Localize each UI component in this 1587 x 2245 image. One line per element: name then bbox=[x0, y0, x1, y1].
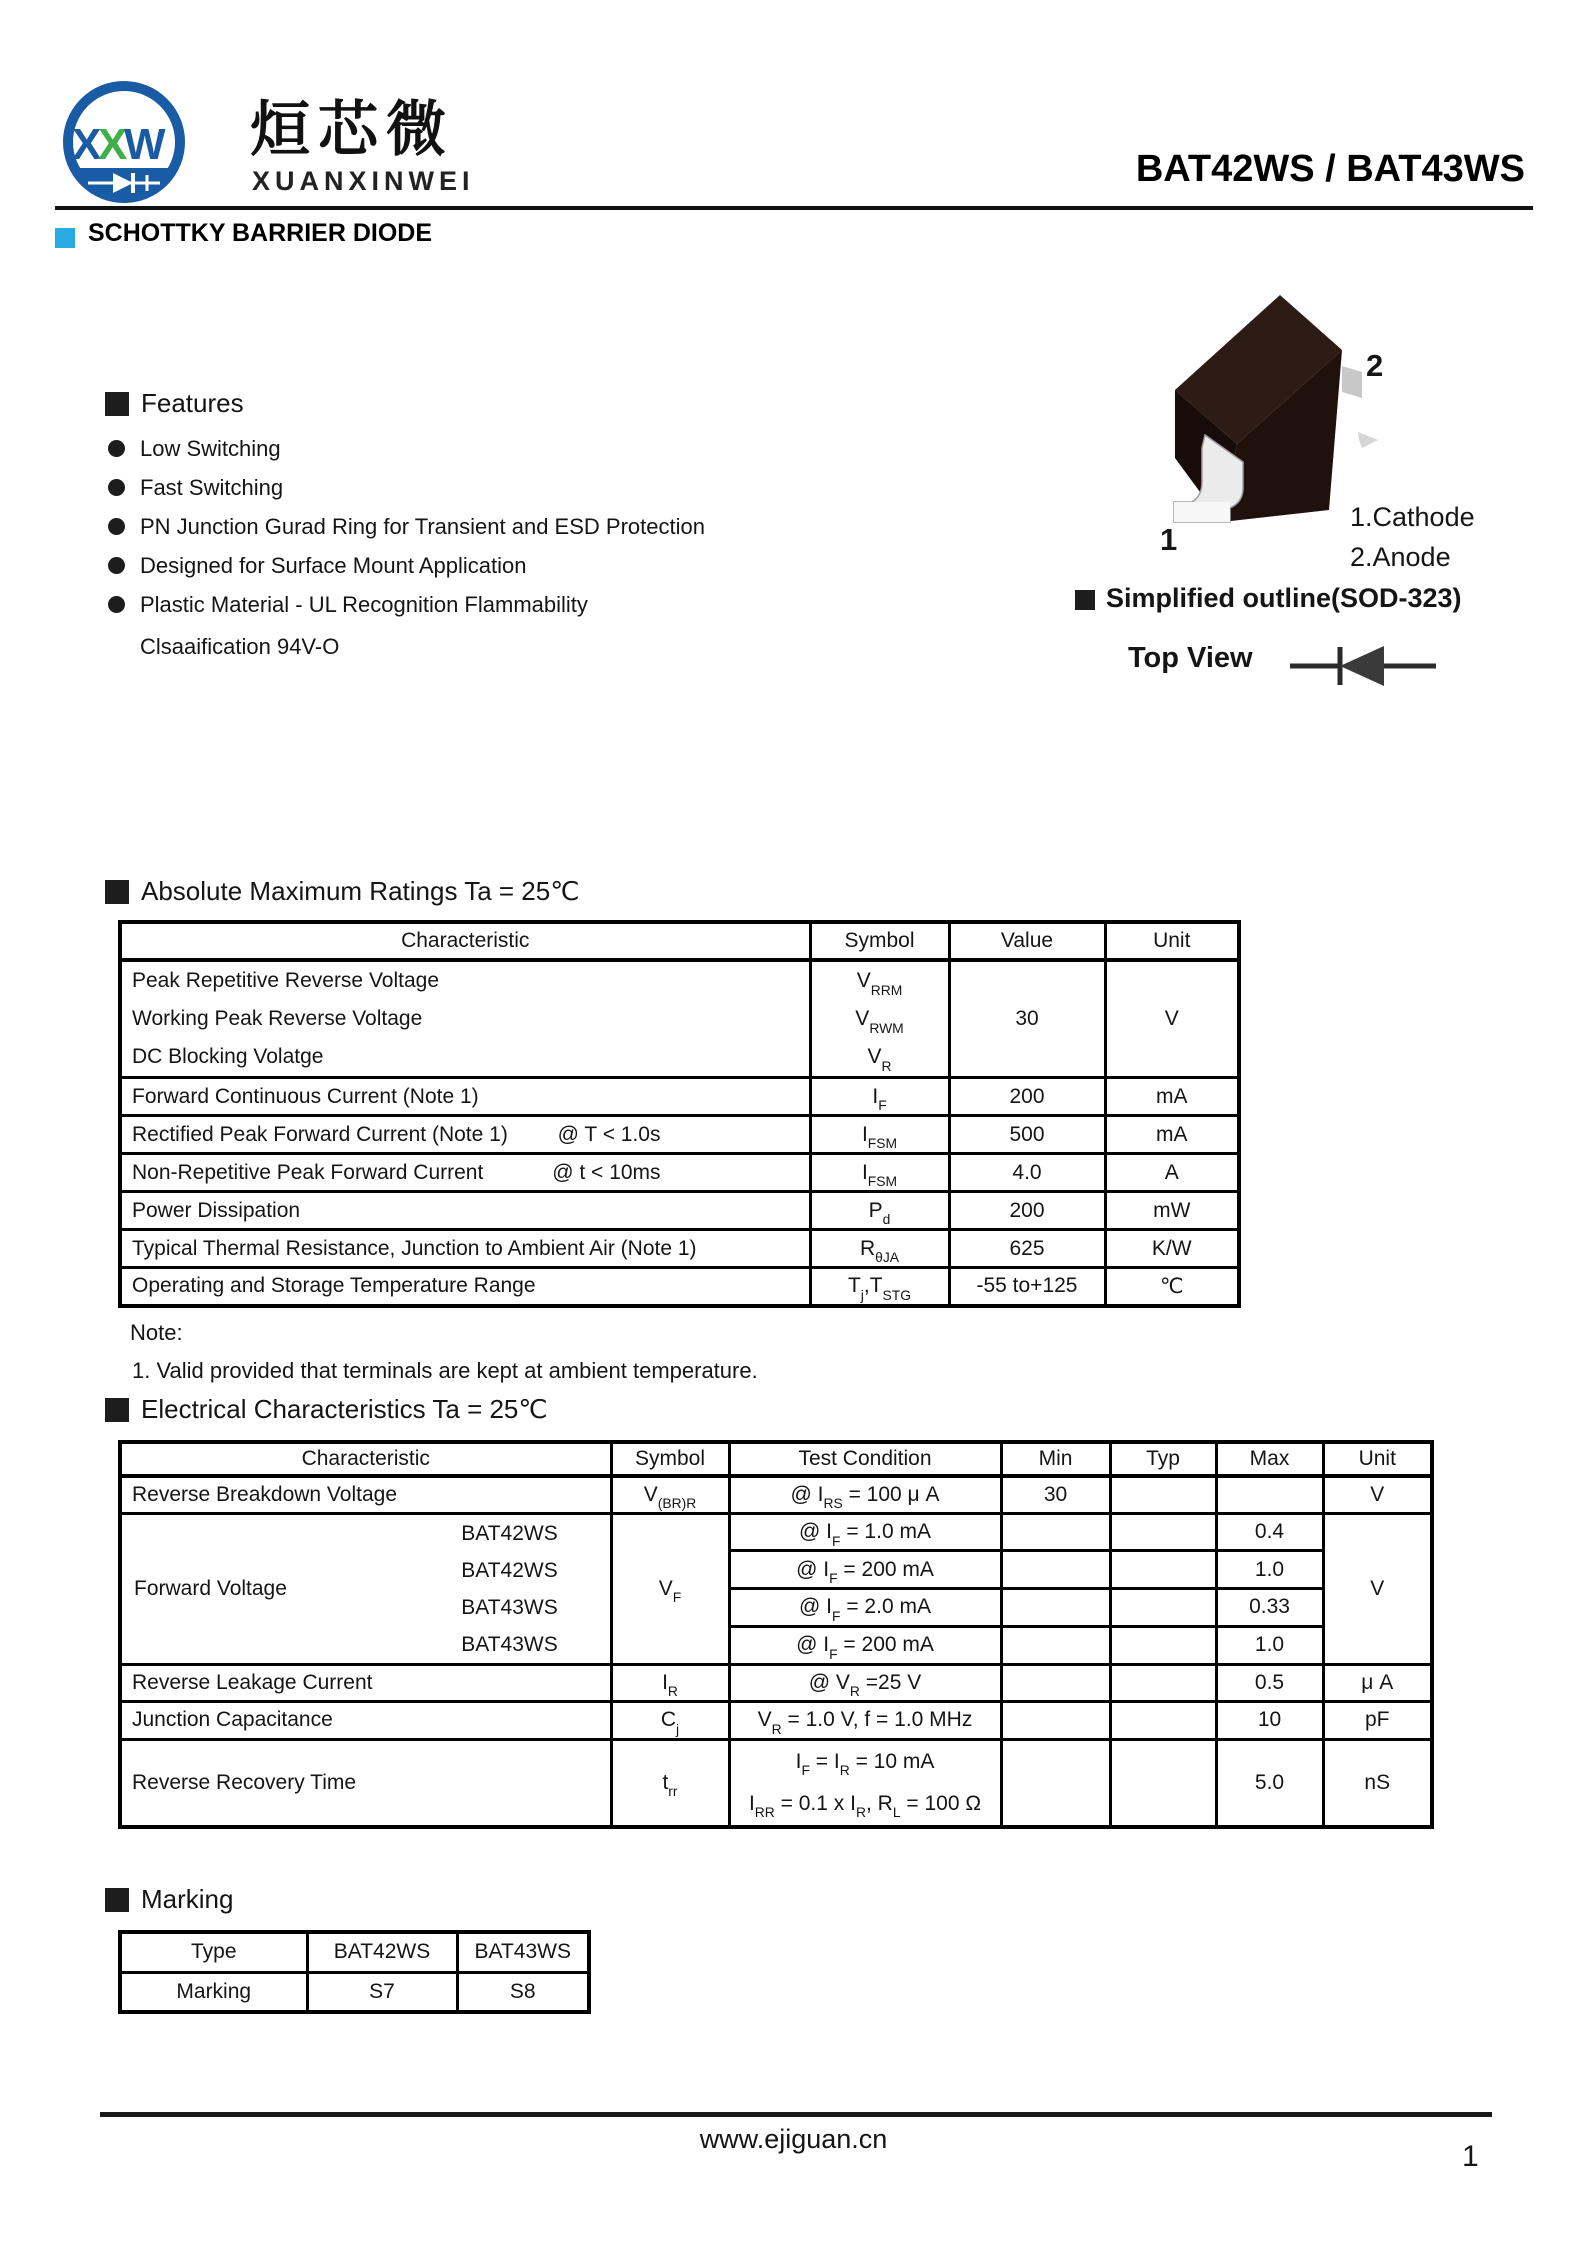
feature-item: PN Junction Gurad Ring for Transient and ESD Protection bbox=[140, 514, 705, 539]
max-cell: 10 bbox=[1216, 1701, 1323, 1739]
table-row bbox=[120, 1972, 589, 2012]
symbol-cell: $I_F$ bbox=[810, 1078, 949, 1116]
unit-cell: pF bbox=[1323, 1701, 1432, 1739]
amr-header-cell: Symbol bbox=[810, 922, 949, 960]
variant-label: BAT42WS bbox=[461, 1558, 558, 1582]
symbol-cell: $V_{(BR)R}$ bbox=[611, 1476, 729, 1513]
note-text: 1. Valid provided that terminals are kept at ambient temperature. bbox=[132, 1358, 758, 1383]
ec-header-cell: Max bbox=[1216, 1442, 1323, 1476]
condition-cell: @ $I_F = 200$ mA bbox=[729, 1551, 1001, 1589]
unit-cell: K/W bbox=[1105, 1230, 1239, 1268]
min-cell bbox=[1001, 1739, 1110, 1827]
company-name-latin: XUANXINWEI bbox=[252, 166, 475, 196]
variant-label: BAT43WS bbox=[461, 1595, 558, 1619]
ec-header-row bbox=[120, 1442, 1432, 1476]
section-marker-icon bbox=[105, 392, 129, 416]
unit-cell: V bbox=[1323, 1476, 1432, 1513]
condition-line: $I_F = I_R = 10$ mA bbox=[795, 1749, 935, 1779]
marking-code: S7 bbox=[307, 1972, 457, 2012]
amr-header-cell: Value bbox=[949, 922, 1105, 960]
variant-label: BAT43WS bbox=[461, 1632, 558, 1656]
symbol-cell: $V_F$ bbox=[611, 1513, 729, 1664]
table-row bbox=[120, 1116, 1239, 1154]
table-row bbox=[120, 1192, 1239, 1230]
characteristic-cell: Junction Capacitance bbox=[120, 1701, 611, 1739]
marking-table bbox=[118, 1930, 591, 2014]
table-row bbox=[120, 1154, 1239, 1192]
page-number: 1 bbox=[1462, 2140, 1479, 2173]
condition-line: $I_{RR} = 0.1$ x $I_R$, $R_L = 100$ Ω bbox=[748, 1791, 982, 1821]
unit-cell: A bbox=[1105, 1154, 1239, 1192]
marking-code: S8 bbox=[457, 1972, 589, 2012]
ec-title: Electrical Characteristics Ta = 25℃ bbox=[141, 1394, 548, 1424]
typ-cell bbox=[1110, 1664, 1216, 1701]
table-row bbox=[120, 1230, 1239, 1268]
bullet-icon bbox=[108, 440, 125, 457]
amr-title: Absolute Maximum Ratings Ta = 25℃ bbox=[141, 876, 580, 906]
unit-cell: ℃ bbox=[1105, 1268, 1239, 1306]
max-cell: 1.0 bbox=[1216, 1551, 1323, 1589]
symbol: $V_{RRM}$ bbox=[856, 969, 903, 998]
marking-title: Marking bbox=[141, 1884, 234, 1914]
typ-cell bbox=[1110, 1476, 1216, 1513]
amr-header-cell: Unit bbox=[1105, 922, 1239, 960]
top-view-label: Top View bbox=[1128, 642, 1253, 674]
table-row bbox=[120, 1268, 1239, 1306]
part-number-title: BAT42WS / BAT43WS bbox=[1135, 148, 1525, 190]
characteristic-cell: Forward Continuous Current (Note 1) bbox=[120, 1078, 810, 1116]
table-row bbox=[120, 1078, 1239, 1116]
logo-letter: X bbox=[72, 120, 102, 169]
symbol-cell: $I_{FSM}$ bbox=[810, 1154, 949, 1192]
diode-symbol-icon bbox=[1288, 644, 1438, 688]
ec-header-cell: Unit bbox=[1323, 1442, 1432, 1476]
value-cell: 500 bbox=[949, 1116, 1105, 1154]
amr-header-row bbox=[120, 922, 1239, 960]
min-cell bbox=[1001, 1626, 1110, 1664]
symbol-cell: $R_{\theta JA}$ bbox=[810, 1230, 949, 1268]
typ-cell bbox=[1110, 1589, 1216, 1627]
marking-row-header: Marking bbox=[120, 1972, 307, 2012]
min-cell bbox=[1001, 1589, 1110, 1627]
page-subtitle: SCHOTTKY BARRIER DIODE bbox=[88, 219, 433, 247]
characteristic-cell bbox=[120, 960, 810, 1078]
marking-part: BAT43WS bbox=[457, 1932, 589, 1972]
table-row bbox=[120, 1513, 1432, 1551]
typ-cell bbox=[1110, 1739, 1216, 1827]
symbol-cell: $I_R$ bbox=[611, 1664, 729, 1701]
condition: @ T < 1.0s bbox=[557, 1122, 661, 1146]
feature-item-continuation: Clsaaification 94V-O bbox=[140, 634, 340, 659]
unit-cell: mA bbox=[1105, 1078, 1239, 1116]
note-label: Note: bbox=[130, 1320, 183, 1345]
bullet-icon bbox=[108, 518, 125, 535]
symbol-cell: $P_d$ bbox=[810, 1192, 949, 1230]
typ-cell bbox=[1110, 1701, 1216, 1739]
section-marker-icon bbox=[105, 1398, 129, 1422]
typ-cell bbox=[1110, 1626, 1216, 1664]
subtitle-marker-icon bbox=[55, 228, 75, 248]
feature-item: Low Switching bbox=[140, 436, 281, 461]
condition: @ t < 10ms bbox=[552, 1160, 661, 1184]
features-title: Features bbox=[141, 388, 244, 418]
symbol-cell: $t_{rr}$ bbox=[611, 1739, 729, 1827]
ec-header-cell: Characteristic bbox=[120, 1442, 611, 1476]
characteristic-line: Working Peak Reverse Voltage bbox=[132, 1007, 423, 1030]
min-cell bbox=[1001, 1551, 1110, 1589]
ec-header-cell: Symbol bbox=[611, 1442, 729, 1476]
logo-letter: X bbox=[98, 120, 128, 169]
table-row bbox=[120, 1739, 1432, 1827]
typ-cell bbox=[1110, 1551, 1216, 1589]
min-cell: 30 bbox=[1001, 1476, 1110, 1513]
max-cell: 0.33 bbox=[1216, 1589, 1323, 1627]
min-cell bbox=[1001, 1701, 1110, 1739]
pin2-legend: 2.Anode bbox=[1350, 542, 1451, 572]
unit-cell: mA bbox=[1105, 1116, 1239, 1154]
pin1-label: 1 bbox=[1160, 522, 1178, 557]
condition-cell: @ $I_F = 200$ mA bbox=[729, 1626, 1001, 1664]
unit-cell: V bbox=[1105, 960, 1239, 1078]
value-cell: 4.0 bbox=[949, 1154, 1105, 1192]
unit-cell: μ A bbox=[1323, 1664, 1432, 1701]
characteristic-cell: Operating and Storage Temperature Range bbox=[120, 1268, 810, 1306]
unit-cell: V bbox=[1323, 1513, 1432, 1664]
feature-item: Plastic Material - UL Recognition Flammability bbox=[140, 592, 588, 617]
amr-table bbox=[118, 920, 1241, 1308]
unit-cell: nS bbox=[1323, 1739, 1432, 1827]
condition-cell: @ $V_R =25$ V bbox=[729, 1664, 1001, 1701]
bullet-icon bbox=[108, 557, 125, 574]
condition-cell: @ $I_F = 2.0$ mA bbox=[729, 1589, 1001, 1627]
marking-type-header: Type bbox=[120, 1932, 307, 1972]
amr-header-cell: Characteristic bbox=[120, 922, 810, 960]
symbol: $V_{RWM}$ bbox=[855, 1007, 904, 1036]
section-marker-icon bbox=[105, 1888, 129, 1912]
section-marker-icon bbox=[105, 880, 129, 904]
logo-letter: W bbox=[124, 120, 166, 169]
unit-cell: mW bbox=[1105, 1192, 1239, 1230]
characteristic-line: DC Blocking Volatge bbox=[132, 1045, 324, 1068]
table-row bbox=[120, 1701, 1432, 1739]
max-cell: 0.4 bbox=[1216, 1513, 1323, 1551]
company-name-chinese: 烜芯微 bbox=[250, 96, 454, 163]
characteristic-cell bbox=[120, 1513, 611, 1664]
characteristic-cell: Power Dissipation bbox=[120, 1192, 810, 1230]
characteristic-cell bbox=[120, 1154, 810, 1192]
value-cell: 200 bbox=[949, 1078, 1105, 1116]
value-cell: -55 to+125 bbox=[949, 1268, 1105, 1306]
feature-item: Fast Switching bbox=[140, 475, 284, 500]
symbol-cell: $C_j$ bbox=[611, 1701, 729, 1739]
ec-header-cell: Typ bbox=[1110, 1442, 1216, 1476]
characteristic: Forward Voltage bbox=[134, 1576, 287, 1600]
max-cell bbox=[1216, 1476, 1323, 1513]
header-rule bbox=[55, 206, 1533, 210]
ec-header-cell: Min bbox=[1001, 1442, 1110, 1476]
company-logo-icon bbox=[58, 76, 190, 208]
min-cell bbox=[1001, 1664, 1110, 1701]
characteristic-cell: Reverse Leakage Current bbox=[120, 1664, 611, 1701]
max-cell: 1.0 bbox=[1216, 1626, 1323, 1664]
symbol-cell bbox=[810, 960, 949, 1078]
bullet-icon bbox=[108, 596, 125, 613]
ec-table bbox=[118, 1440, 1434, 1829]
table-row bbox=[120, 1476, 1432, 1513]
table-row bbox=[120, 960, 1239, 1078]
section-marker-icon bbox=[1075, 590, 1095, 610]
symbol-cell: $T_j,T_{STG}$ bbox=[810, 1268, 949, 1306]
ec-header-cell: Test Condition bbox=[729, 1442, 1001, 1476]
value-cell: 200 bbox=[949, 1192, 1105, 1230]
table-row bbox=[120, 1664, 1432, 1701]
footer-rule bbox=[100, 2112, 1492, 2117]
variant-label: BAT42WS bbox=[461, 1521, 558, 1545]
characteristic-cell bbox=[120, 1116, 810, 1154]
condition-cell: @ $I_{RS} = 100$ μ A bbox=[729, 1476, 1001, 1513]
table-row bbox=[120, 1932, 589, 1972]
characteristic-cell: Reverse Recovery Time bbox=[120, 1739, 611, 1827]
feature-item: Designed for Surface Mount Application bbox=[140, 553, 527, 578]
max-cell: 0.5 bbox=[1216, 1664, 1323, 1701]
typ-cell bbox=[1110, 1513, 1216, 1551]
characteristic: Rectified Peak Forward Current (Note 1) bbox=[132, 1122, 508, 1146]
value-cell: 625 bbox=[949, 1230, 1105, 1268]
condition-cell: @ $I_F = 1.0$ mA bbox=[729, 1513, 1001, 1551]
characteristic: Non-Repetitive Peak Forward Current bbox=[132, 1160, 484, 1184]
pin2-label: 2 bbox=[1366, 348, 1384, 383]
symbol: $V_R$ bbox=[867, 1045, 892, 1074]
footer-url: www.ejiguan.cn bbox=[699, 2124, 888, 2154]
max-cell: 5.0 bbox=[1216, 1739, 1323, 1827]
outline-title: Simplified outline(SOD-323) bbox=[1106, 583, 1462, 613]
condition-cell: $V_R = 1.0$ V, f = 1.0 MHz bbox=[729, 1701, 1001, 1739]
marking-part: BAT42WS bbox=[307, 1932, 457, 1972]
min-cell bbox=[1001, 1513, 1110, 1551]
pin1-legend: 1.Cathode bbox=[1350, 502, 1475, 532]
characteristic-cell: Typical Thermal Resistance, Junction to Ambient Air (Note 1) bbox=[120, 1230, 810, 1268]
symbol-cell: $I_{FSM}$ bbox=[810, 1116, 949, 1154]
characteristic-cell: Reverse Breakdown Voltage bbox=[120, 1476, 611, 1513]
condition-cell bbox=[729, 1739, 1001, 1827]
value-cell: 30 bbox=[949, 960, 1105, 1078]
bullet-icon bbox=[108, 479, 125, 496]
characteristic-line: Peak Repetitive Reverse Voltage bbox=[132, 969, 440, 992]
